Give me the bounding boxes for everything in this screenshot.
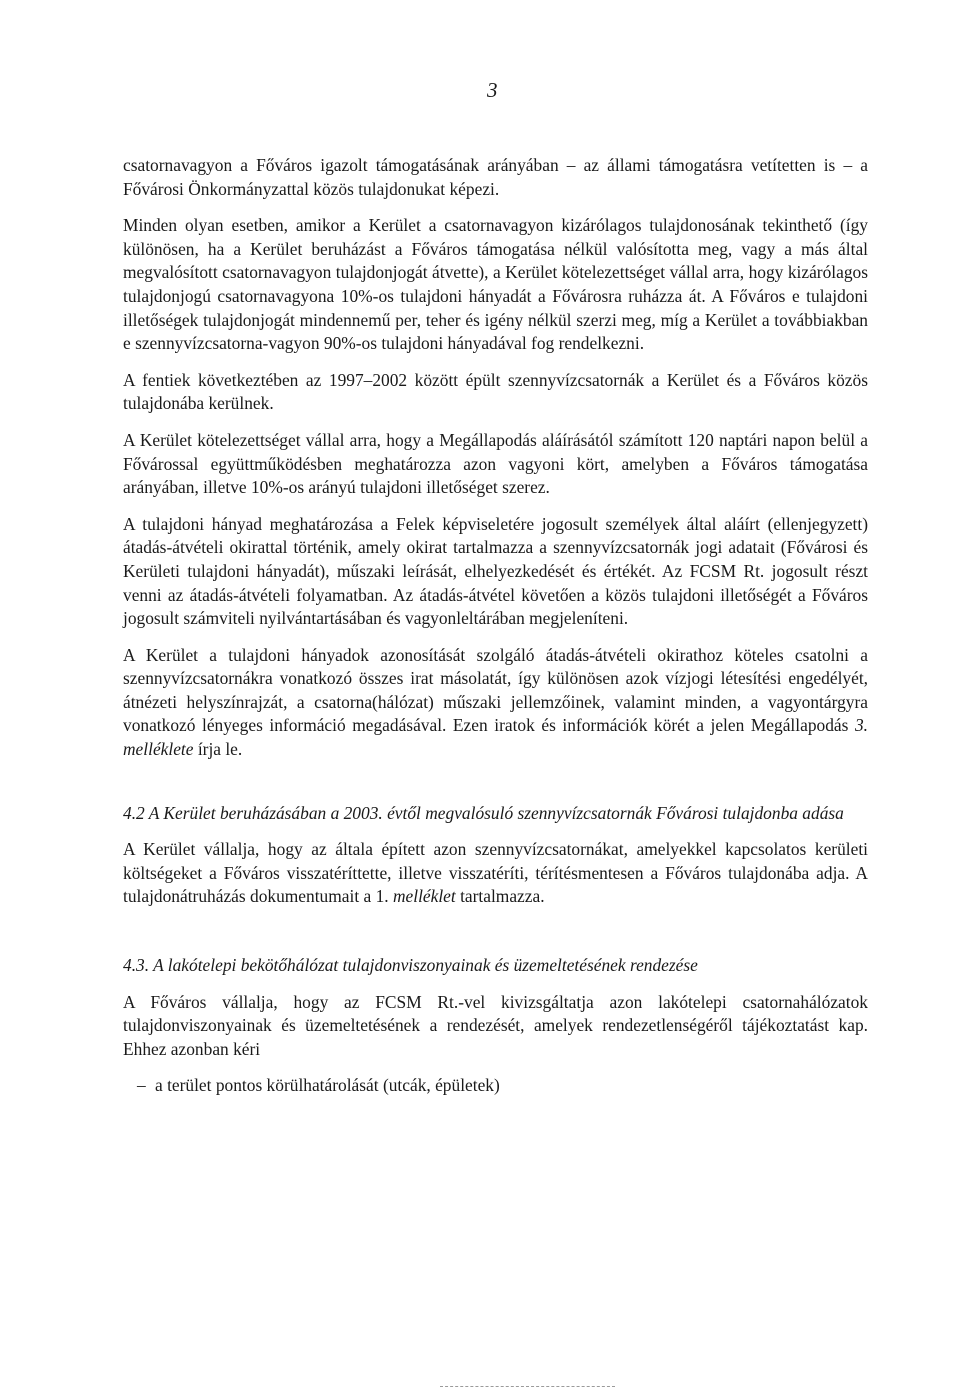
paragraph-3: A fentiek következtében az 1997–2002 között épült szennyvízcsatornák a Kerület és a Főváros közös tulajdonába kerülnek. xyxy=(123,369,868,414)
list-dash: – xyxy=(137,1075,146,1096)
footer-rule xyxy=(440,1386,615,1387)
list-item-text: a terület pontos körülhatárolását (utcák, épületek) xyxy=(155,1075,500,1096)
paragraph-6 xyxy=(123,644,868,762)
paragraph-2: Minden olyan esetben, amikor a Kerület a csatornavagyon kizárólagos tulajdonosának tekinthető (így különösen, ha a Kerület beruházást a Főváros támogatása nélkül valósította meg, vagy a más által megvalósított csatornavagyon tulajdonjogát átvette), a Kerület kötelezettséget vállal arra, hogy kizárólagos tulajdonjogú csatornavagyona 10%-os tulajdoni hányadát a Fővárosra ruházza át. A Főváros e tulajdoni illetőségek tulajdonjogát mindennemű per, teher és igény nélkül szerzi meg, míg a Kerület a továbbiakban e szennyvízcsatorna-vagyon 90%-os tulajdoni hányadával fog rendelkezni. xyxy=(123,215,868,354)
section-4-3-heading: 4.3. A lakótelepi bekötőhálózat tulajdonviszonyainak és üzemeltetésének rendezése xyxy=(123,955,698,976)
page-number: 3 xyxy=(487,78,498,102)
section-4-2-heading: 4.2 A Kerület beruházásában a 2003. évtől megvalósuló szennyvízcsatornák Fővárosi tulajdonba adása xyxy=(123,802,844,823)
requirements-list xyxy=(137,1074,868,1098)
list-item xyxy=(137,1074,868,1098)
section-4-2-paragraph xyxy=(123,838,868,909)
annex-reference: 3. melléklete xyxy=(123,715,868,760)
section-4-3-paragraph: A Főváros vállalja, hogy az FCSM Rt.-vel kivizsgáltatja azon lakótelepi csatornahálózatok tulajdonviszonyainak és üzemeltetésének a rendezését, amelyek rendezetlenségéről tájékoztatást kap. Ehhez azonban kéri xyxy=(123,991,868,1059)
paragraph-4: A Kerület kötelezettséget vállal arra, hogy a Megállapodás aláírásától számított 120 naptári napon belül a Fővárossal együttműködésben meghatározza azon vagyoni kört, amelyben a Főváros támogatása arányában, illetve 10%-os arányú tulajdoni illetőséget szerez. xyxy=(123,429,868,498)
document-body xyxy=(123,154,868,1098)
annex-reference-1: melléklet xyxy=(392,886,456,907)
section-4-2-text: A Kerület vállalja, hogy az általa épített azon szennyvízcsatornákat, amelyekkel kapcsolatos kerületi költségeket a Főváros visszatéríttette, illetve visszatéríti, térítésmentesen a Főváros tulajdonába adja. A tulajdonátruházás dokumentumait a 1. xyxy=(123,839,868,907)
paragraph-6-end: írja le. xyxy=(193,739,243,760)
paragraph-1: csatornavagyon a Főváros igazolt támogatásának arányában – az állami támogatásra vetítetten is – a Fővárosi Önkormányzattal közös tulajdonukat képezi. xyxy=(123,155,868,199)
paragraph-6-text: A Kerület a tulajdoni hányadok azonosítását szolgáló átadás-átvételi okirathoz köteles csatolni a szennyvízcsatornákra vonatkozó összes irat másolatát, így különösen azok vízjogi létesítési engedélyét, átnézeti helyszínrajzát, a csatorna(hálózat) műszaki jellemzőinek, valamint minden, a vagyontárgyra vonatkozó lényeges információ megadásával. Ezen iratok és információk körét a jelen Megállapodás xyxy=(123,644,868,736)
paragraph-5: A tulajdoni hányad meghatározása a Felek képviseletére jogosult személyek által aláírt (ellenjegyzett) átadás-átvételi okirattal történik, amely okirat tartalmazza a szennyvízcsatornák jogi adatait (Fővárosi és Kerületi tulajdoni hányadát), műszaki leírását, elhelyezkedését és értékét. Az FCSM Rt. jogosult részt venni az átadás-átvételi folyamatban. Az átadás-átvétel követően a közös tulajdoni illetőségét a Főváros jogosult számviteli nyilvántartásában és vagyonleltárában megjeleníteni. xyxy=(123,513,868,629)
section-4-2-end: tartalmazza. xyxy=(455,886,545,907)
